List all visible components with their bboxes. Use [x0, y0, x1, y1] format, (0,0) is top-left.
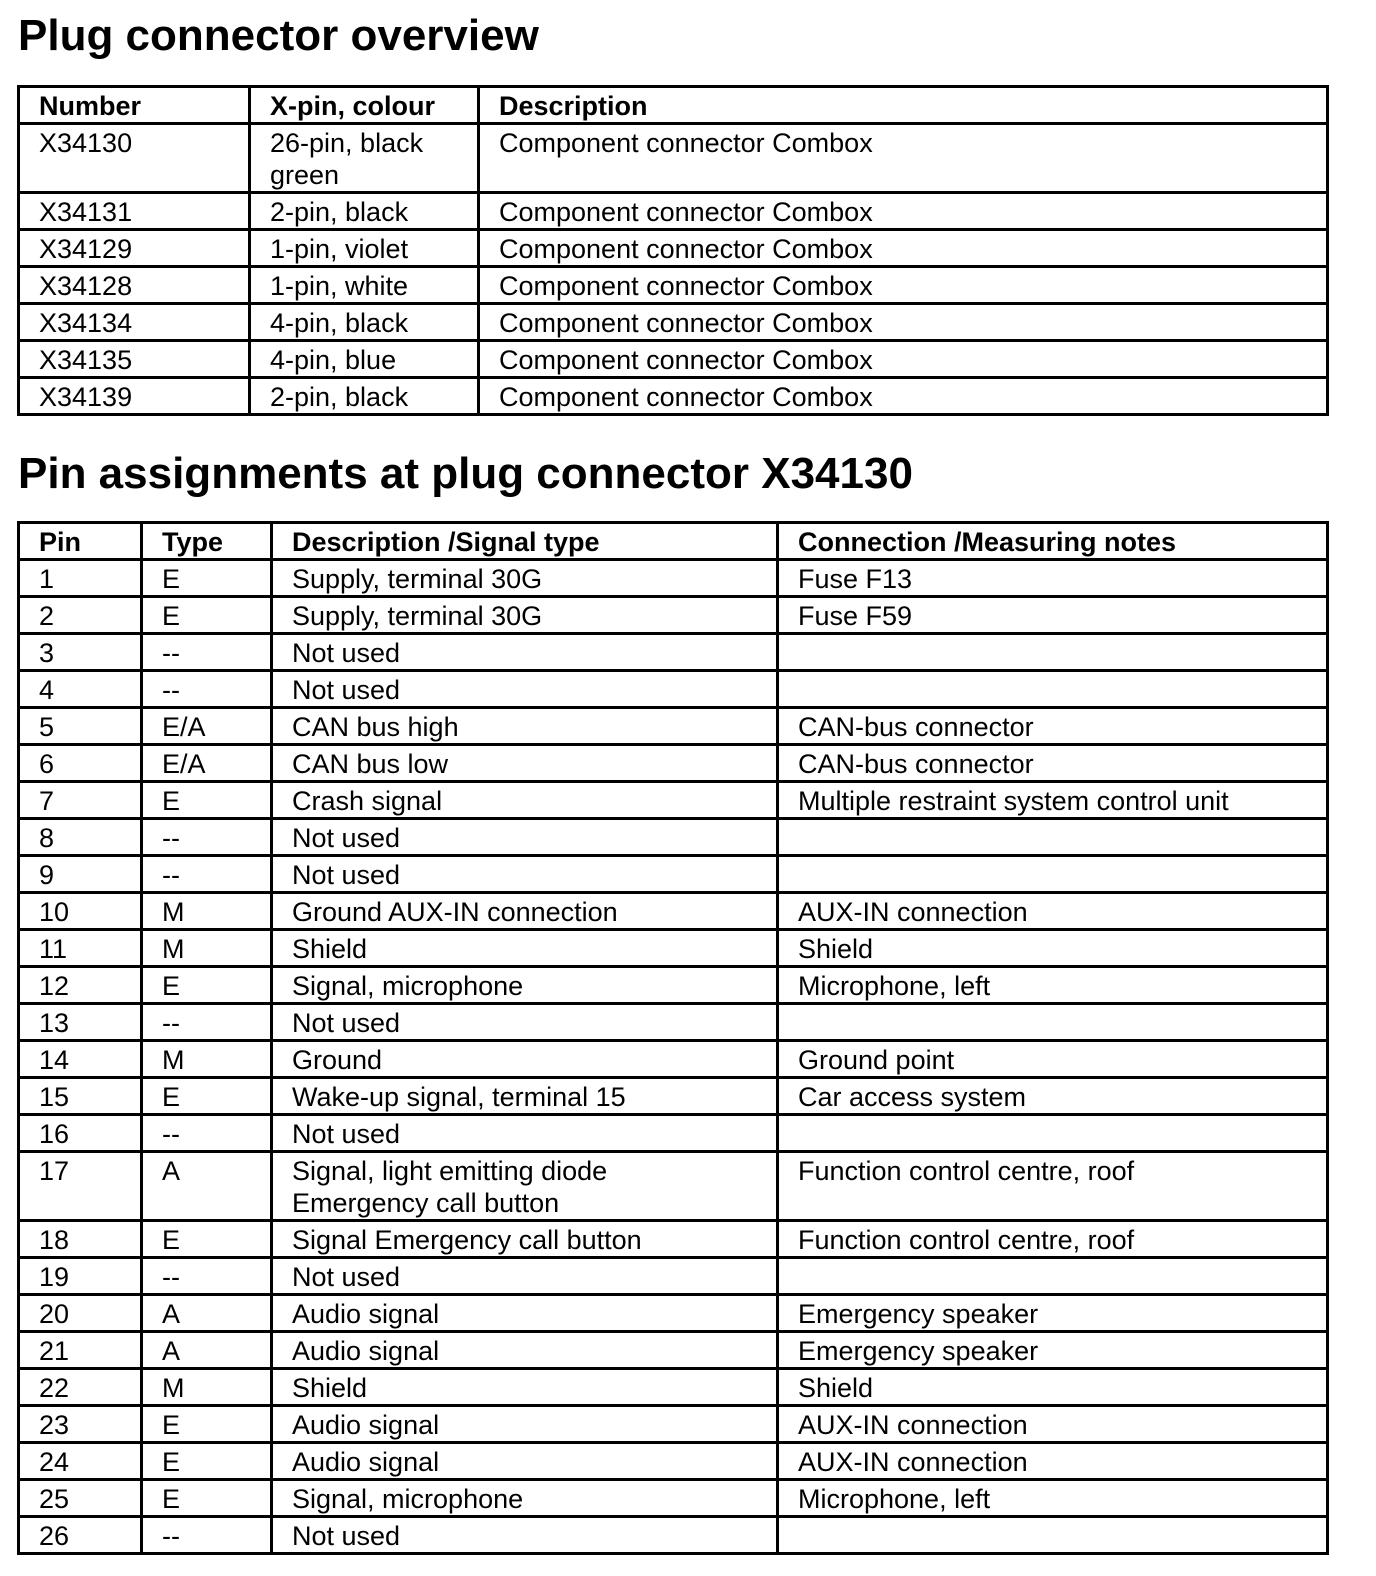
signal-description-cell: Shield	[272, 1369, 778, 1406]
pin-assignments-table	[17, 521, 1329, 1555]
pin-cell: 17	[19, 1152, 142, 1221]
xpin-colour-cell: 2-pin, black	[250, 378, 479, 415]
description-cell: Component connector Combox	[479, 267, 1328, 304]
table-row	[19, 893, 1328, 930]
signal-description-cell: CAN bus high	[272, 708, 778, 745]
signal-description-cell: Not used	[272, 856, 778, 893]
connection-notes-cell: Ground point	[778, 1041, 1328, 1078]
connection-notes-cell	[778, 1258, 1328, 1295]
table-row	[19, 341, 1328, 378]
connection-notes-cell	[778, 671, 1328, 708]
pin-cell: 24	[19, 1443, 142, 1480]
pins-header-type: Type	[142, 523, 272, 560]
type-cell: E	[142, 1480, 272, 1517]
number-cell: X34130	[19, 124, 250, 193]
type-cell: E	[142, 1221, 272, 1258]
signal-description-cell: Audio signal	[272, 1443, 778, 1480]
xpin-colour-cell: 1-pin, white	[250, 267, 479, 304]
table-row	[19, 1041, 1328, 1078]
connection-notes-cell: Function control centre, roof	[778, 1221, 1328, 1258]
table-row	[19, 378, 1328, 415]
signal-description-cell: Signal, microphone	[272, 967, 778, 1004]
pin-cell: 22	[19, 1369, 142, 1406]
pin-cell: 4	[19, 671, 142, 708]
signal-description-cell: Audio signal	[272, 1295, 778, 1332]
type-cell: E	[142, 597, 272, 634]
connection-notes-cell: Emergency speaker	[778, 1332, 1328, 1369]
table-row	[19, 856, 1328, 893]
pin-cell: 12	[19, 967, 142, 1004]
signal-description-cell: Shield	[272, 930, 778, 967]
connection-notes-cell	[778, 634, 1328, 671]
table-row	[19, 1369, 1328, 1406]
type-cell: --	[142, 1004, 272, 1041]
type-cell: --	[142, 819, 272, 856]
table-row	[19, 634, 1328, 671]
type-cell: E	[142, 560, 272, 597]
description-cell: Component connector Combox	[479, 193, 1328, 230]
connection-notes-cell: Fuse F13	[778, 560, 1328, 597]
type-cell: --	[142, 1258, 272, 1295]
table-row	[19, 1517, 1328, 1554]
pin-cell: 2	[19, 597, 142, 634]
overview-header-description: Description	[479, 87, 1328, 124]
type-cell: M	[142, 893, 272, 930]
description-cell: Component connector Combox	[479, 341, 1328, 378]
table-row	[19, 1115, 1328, 1152]
connection-notes-cell	[778, 1115, 1328, 1152]
table-row	[19, 782, 1328, 819]
description-cell: Component connector Combox	[479, 304, 1328, 341]
signal-description-cell: Not used	[272, 634, 778, 671]
type-cell: E	[142, 1406, 272, 1443]
type-cell: --	[142, 634, 272, 671]
pins-header-connection: Connection /Measuring notes	[778, 523, 1328, 560]
table-row	[19, 1406, 1328, 1443]
signal-description-cell: Supply, terminal 30G	[272, 597, 778, 634]
type-cell: M	[142, 1041, 272, 1078]
type-cell: A	[142, 1332, 272, 1369]
type-cell: --	[142, 1517, 272, 1554]
type-cell: --	[142, 856, 272, 893]
pin-cell: 19	[19, 1258, 142, 1295]
table-row	[19, 1221, 1328, 1258]
overview-header-number: Number	[19, 87, 250, 124]
pin-cell: 16	[19, 1115, 142, 1152]
table-row	[19, 1258, 1328, 1295]
pin-cell: 6	[19, 745, 142, 782]
table-row	[19, 230, 1328, 267]
signal-description-cell: Audio signal	[272, 1406, 778, 1443]
signal-description-cell: Signal, microphone	[272, 1480, 778, 1517]
pin-cell: 11	[19, 930, 142, 967]
number-cell: X34135	[19, 341, 250, 378]
number-cell: X34139	[19, 378, 250, 415]
table-row	[19, 267, 1328, 304]
pin-cell: 3	[19, 634, 142, 671]
xpin-colour-cell: 2-pin, black	[250, 193, 479, 230]
connection-notes-cell	[778, 856, 1328, 893]
type-cell: --	[142, 671, 272, 708]
table-row	[19, 193, 1328, 230]
pin-cell: 21	[19, 1332, 142, 1369]
signal-description-cell: Wake-up signal, terminal 15	[272, 1078, 778, 1115]
description-cell: Component connector Combox	[479, 230, 1328, 267]
type-cell: E	[142, 1443, 272, 1480]
pin-cell: 26	[19, 1517, 142, 1554]
connection-notes-cell: Car access system	[778, 1078, 1328, 1115]
signal-description-cell: Not used	[272, 1258, 778, 1295]
connection-notes-cell: Multiple restraint system control unit	[778, 782, 1328, 819]
number-cell: X34131	[19, 193, 250, 230]
connection-notes-cell: AUX-IN connection	[778, 893, 1328, 930]
type-cell: E	[142, 1078, 272, 1115]
xpin-colour-cell: 26-pin, black green	[250, 124, 479, 193]
pins-header-row	[19, 523, 1328, 560]
table-row	[19, 930, 1328, 967]
overview-header-xpin: X-pin, colour	[250, 87, 479, 124]
pin-assignments-title: Pin assignments at plug connector X34130	[18, 449, 913, 498]
pin-cell: 7	[19, 782, 142, 819]
description-cell: Component connector Combox	[479, 378, 1328, 415]
pin-cell: 9	[19, 856, 142, 893]
signal-description-cell: Not used	[272, 1517, 778, 1554]
table-row	[19, 304, 1328, 341]
xpin-colour-cell: 4-pin, blue	[250, 341, 479, 378]
signal-description-cell: Crash signal	[272, 782, 778, 819]
connection-notes-cell	[778, 1004, 1328, 1041]
table-row	[19, 745, 1328, 782]
signal-description-cell: Audio signal	[272, 1332, 778, 1369]
connection-notes-cell: AUX-IN connection	[778, 1443, 1328, 1480]
table-row	[19, 967, 1328, 1004]
pin-cell: 1	[19, 560, 142, 597]
signal-description-cell: Signal Emergency call button	[272, 1221, 778, 1258]
signal-description-cell: CAN bus low	[272, 745, 778, 782]
type-cell: A	[142, 1295, 272, 1332]
table-row	[19, 1078, 1328, 1115]
pin-cell: 13	[19, 1004, 142, 1041]
overview-title: Plug connector overview	[18, 11, 539, 60]
connection-notes-cell: CAN-bus connector	[778, 708, 1328, 745]
type-cell: E/A	[142, 708, 272, 745]
table-row	[19, 708, 1328, 745]
table-row	[19, 1295, 1328, 1332]
connection-notes-cell: Shield	[778, 930, 1328, 967]
signal-description-cell: Not used	[272, 819, 778, 856]
number-cell: X34134	[19, 304, 250, 341]
table-row	[19, 1480, 1328, 1517]
connection-notes-cell: CAN-bus connector	[778, 745, 1328, 782]
type-cell: E	[142, 967, 272, 1004]
pin-cell: 10	[19, 893, 142, 930]
pin-cell: 20	[19, 1295, 142, 1332]
connection-notes-cell: Fuse F59	[778, 597, 1328, 634]
pins-header-description: Description /Signal type	[272, 523, 778, 560]
pin-cell: 23	[19, 1406, 142, 1443]
description-cell: Component connector Combox	[479, 124, 1328, 193]
pin-cell: 5	[19, 708, 142, 745]
table-row	[19, 124, 1328, 193]
connection-notes-cell: Function control centre, roof	[778, 1152, 1328, 1221]
type-cell: E	[142, 782, 272, 819]
type-cell: M	[142, 1369, 272, 1406]
overview-header-row	[19, 87, 1328, 124]
number-cell: X34129	[19, 230, 250, 267]
pins-header-pin: Pin	[19, 523, 142, 560]
connection-notes-cell: AUX-IN connection	[778, 1406, 1328, 1443]
signal-description-cell: Supply, terminal 30G	[272, 560, 778, 597]
connection-notes-cell: Shield	[778, 1369, 1328, 1406]
table-row	[19, 819, 1328, 856]
pin-cell: 8	[19, 819, 142, 856]
type-cell: E/A	[142, 745, 272, 782]
number-cell: X34128	[19, 267, 250, 304]
signal-description-cell: Not used	[272, 1004, 778, 1041]
table-row	[19, 597, 1328, 634]
connection-notes-cell	[778, 1517, 1328, 1554]
type-cell: --	[142, 1115, 272, 1152]
signal-description-cell: Signal, light emitting diode Emergency call button	[272, 1152, 778, 1221]
pin-cell: 14	[19, 1041, 142, 1078]
table-row	[19, 1004, 1328, 1041]
xpin-colour-cell: 4-pin, black	[250, 304, 479, 341]
signal-description-cell: Ground AUX-IN connection	[272, 893, 778, 930]
type-cell: A	[142, 1152, 272, 1221]
signal-description-cell: Not used	[272, 1115, 778, 1152]
connection-notes-cell	[778, 819, 1328, 856]
table-row	[19, 1332, 1328, 1369]
connection-notes-cell: Emergency speaker	[778, 1295, 1328, 1332]
table-row	[19, 1443, 1328, 1480]
signal-description-cell: Not used	[272, 671, 778, 708]
table-row	[19, 1152, 1328, 1221]
pin-cell: 18	[19, 1221, 142, 1258]
pin-cell: 25	[19, 1480, 142, 1517]
pin-cell: 15	[19, 1078, 142, 1115]
xpin-colour-cell: 1-pin, violet	[250, 230, 479, 267]
signal-description-cell: Ground	[272, 1041, 778, 1078]
table-row	[19, 671, 1328, 708]
connection-notes-cell: Microphone, left	[778, 1480, 1328, 1517]
type-cell: M	[142, 930, 272, 967]
table-row	[19, 560, 1328, 597]
connection-notes-cell: Microphone, left	[778, 967, 1328, 1004]
connector-overview-table	[17, 85, 1329, 416]
